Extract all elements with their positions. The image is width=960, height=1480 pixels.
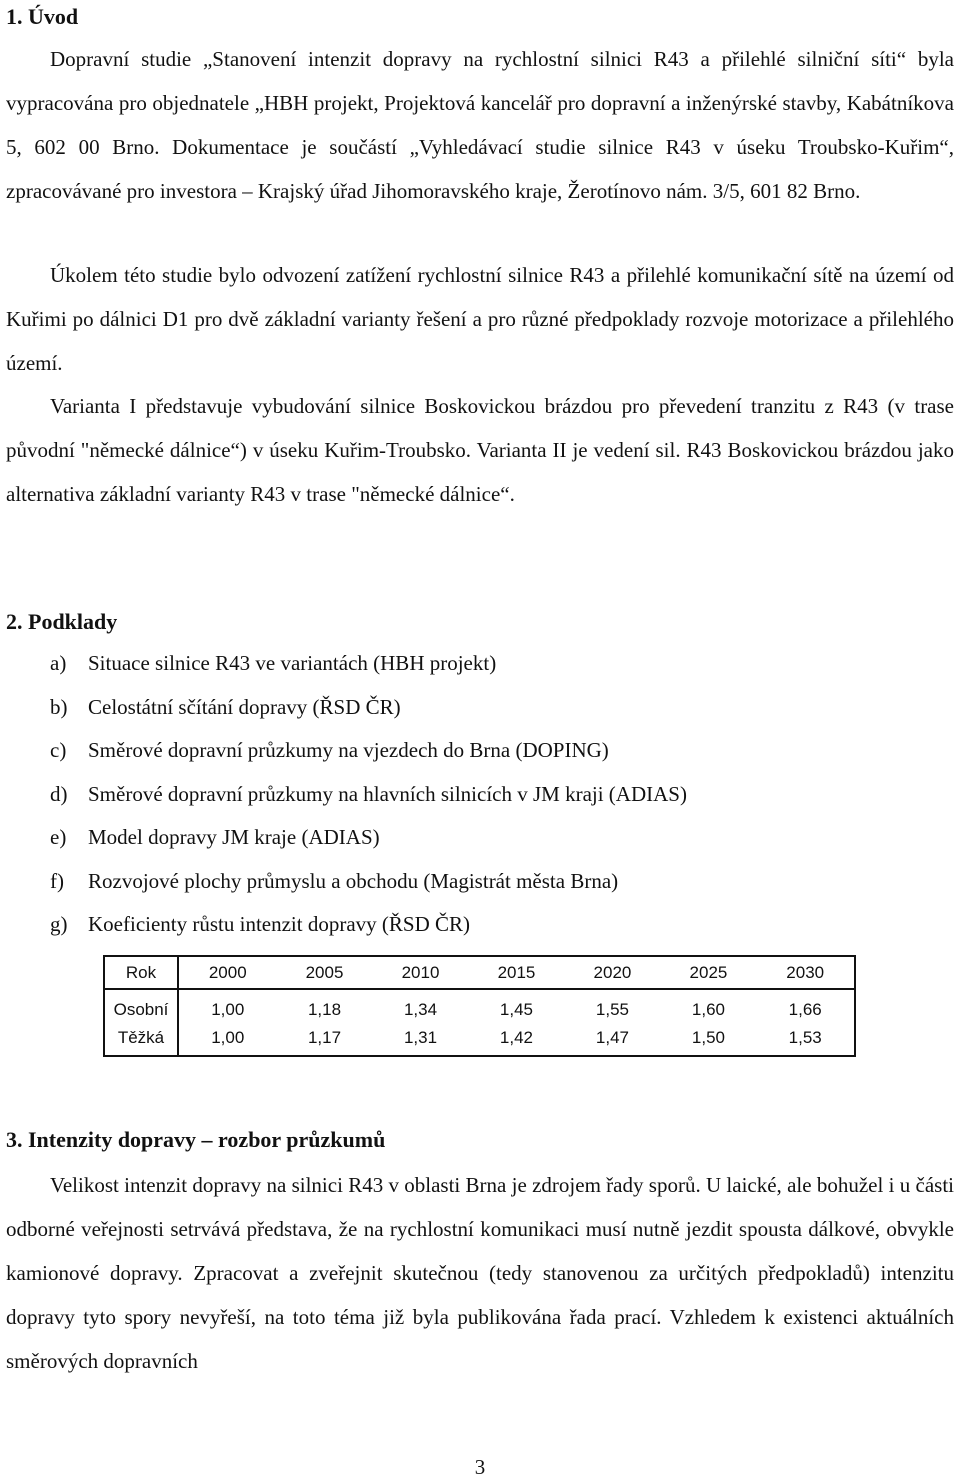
section-heading-uvod: 1. Úvod: [6, 4, 79, 29]
table-row: [104, 1025, 855, 1056]
table-cell: 1,66: [788, 999, 822, 1019]
list-item: f) Rozvojové plochy průmyslu a obchodu (Magistrát města Brna): [50, 868, 619, 893]
paragraph-traffic-analysis: Velikost intenzit dopravy na silnici R43 v oblasti Brna je zdrojem řady sporů. U laické, ale bohužel i u části odborné veřejnosti setrvává představa, že na rychlostní komunikaci musí nutně jezdit spousta dálkové, obvykle kamionové dopravy. Zpracovat a zveřejnit skutečnou (tedy stanovenou za určitých předpokladů) intenzitu dopravy tyto spory nevyřeší, na toto téma již byla publikována řada prací. Vzhledem k existenci aktuálních směrových dopravních: [6, 1173, 954, 1373]
table-cell: 1,18: [307, 999, 342, 1019]
table-cell: 1,17: [307, 1028, 342, 1047]
table-cell: 1,60: [691, 999, 725, 1019]
page-number: 3: [474, 1455, 486, 1479]
table-cell: 1,53: [788, 1028, 822, 1047]
paragraph-intro: Dopravní studie „Stanovení intenzit dopravy na rychlostní silnici R43 a přilehlé silniční síti“ byla vypracována pro objednatele „HBH projekt, Projektová kancelář pro dopravní a inženýrské stavby, Kabátníkova 5, 602 00 Brno. Dokumentace je součástí „Vyhledávací studie silnice R43 v úseku Troubsko-Kuřim“, zpracovávané pro investora – Krajský úřad Jihomoravského kraje, Žerotínovo nám. 3/5, 601 82 Brno.: [6, 47, 954, 203]
table-header-row: [104, 956, 855, 989]
table-year-cell: 2030: [756, 956, 855, 989]
table-year-cell: 2000: [178, 956, 277, 989]
table-year-cell: 2020: [564, 956, 660, 989]
table-year-cell: 2015: [468, 956, 564, 989]
table-cell: 1,42: [499, 1028, 534, 1047]
paragraph-objective: Úkolem této studie bylo odvození zatížení rychlostní silnice R43 a přilehlé komunikační sítě na území od Kuřimi po dálnici D1 pro dvě základní varianty řešení a pro různé předpoklady rozvoje motorizace a přilehlého území.: [6, 263, 954, 375]
table-cell: 1,45: [499, 999, 534, 1019]
table-year-cell: 2025: [660, 956, 756, 989]
list-item: b) Celostátní sčítání dopravy (ŘSD ČR): [50, 694, 401, 719]
table-row-label: Těžká: [104, 1025, 178, 1056]
table-year-cell: 2010: [373, 956, 469, 989]
table-cell: 1,34: [403, 999, 438, 1019]
table-cell: 1,50: [691, 1028, 725, 1047]
list-item: e) Model dopravy JM kraje (ADIAS): [50, 825, 380, 849]
table-cell: 1,55: [595, 999, 629, 1019]
list-item: a) Situace silnice R43 ve variantách (HBH projekt): [50, 651, 497, 675]
list-item: d) Směrové dopravní průzkumy na hlavních silnicích v JM kraji (ADIAS): [50, 781, 687, 806]
section-heading-intenzity: 3. Intenzity dopravy – rozbor průzkumů: [6, 1127, 386, 1152]
table-row: [104, 989, 855, 1025]
table-cell: 1,47: [595, 1028, 629, 1047]
table-row-label: Osobní: [104, 989, 178, 1025]
list-item: g) Koeficienty růstu intenzit dopravy (ŘSD ČR): [50, 912, 471, 936]
growth-coefficient-table: [103, 955, 856, 1057]
list-item: c) Směrové dopravní průzkumy na vjezdech do Brna (DOPING): [50, 738, 609, 762]
paragraph-variants: Varianta I představuje vybudování silnice Boskovickou brázdou pro převedení tranzitu z R43 (v trase původní "německé dálnice“) v úseku Kuřim-Troubsko. Varianta II je vedení sil. R43 Boskovickou brázdou jako alternativa základní varianty R43 v trase "německé dálnice“.: [6, 394, 954, 506]
table-cell: 1,31: [403, 1028, 438, 1047]
table-header-label: Rok: [104, 956, 178, 989]
section-heading-podklady: 2. Podklady: [6, 609, 118, 634]
table-cell: 1,00: [211, 999, 245, 1019]
table-year-cell: 2005: [277, 956, 373, 989]
sources-list: [50, 642, 687, 947]
table-cell: 1,00: [211, 1028, 245, 1047]
